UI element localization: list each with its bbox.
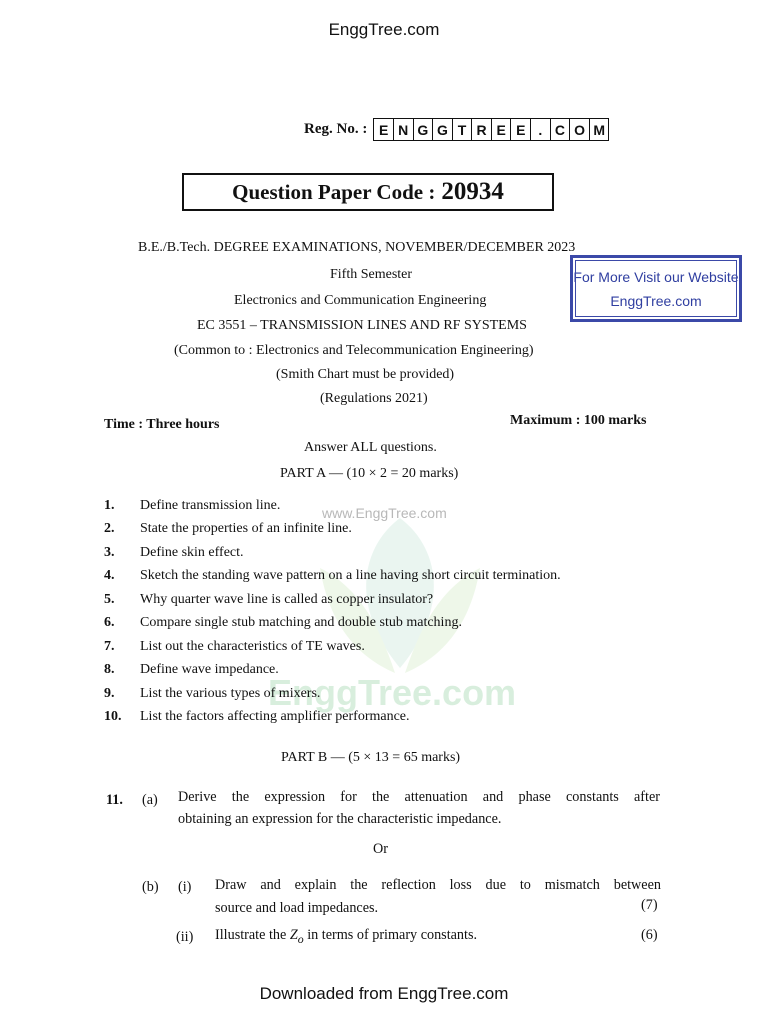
question-number: 2. <box>104 521 115 537</box>
question-number: 9. <box>104 685 115 701</box>
list-item <box>104 682 664 706</box>
q11-or: Or <box>373 841 388 857</box>
question-text: List the various types of mixers. <box>140 685 321 701</box>
exam-common-to: (Common to : Electronics and Telecommunication Engineering) <box>174 343 534 358</box>
promo-inner-border <box>575 260 737 317</box>
watermark-big-text: EnggTree.com <box>268 672 517 713</box>
question-paper-code: 20934 <box>441 178 504 205</box>
website-promo-box[interactable] <box>570 255 742 322</box>
q11-b-i-label: (i) <box>178 879 192 895</box>
reg-box: . <box>530 119 550 140</box>
question-text: Compare single stub matching and double stub matching. <box>140 615 462 631</box>
promo-line-1: For More Visit our Website <box>573 268 739 285</box>
q11-b-i-line-2: source and load impedances. <box>215 900 379 916</box>
question-number: 10. <box>104 709 122 725</box>
reg-box: G <box>413 119 433 140</box>
reg-box: E <box>378 121 389 138</box>
q11-b-ii-text-post: in terms of primary constants. <box>303 927 478 943</box>
site-header: EnggTree.com <box>328 20 440 39</box>
exam-semester: Fifth Semester <box>330 267 413 282</box>
q11-b-ii-label: (ii) <box>176 929 194 945</box>
question-text: List the factors affecting amplifier performance. <box>140 709 410 725</box>
exam-department: Electronics and Communication Engineering <box>234 293 487 308</box>
list-item <box>104 541 664 565</box>
question-text: Define skin effect. <box>140 544 244 560</box>
reg-number-boxes <box>373 118 609 141</box>
list-item <box>104 659 664 683</box>
question-number: 4. <box>104 568 115 584</box>
q11-b-label: (b) <box>142 879 159 895</box>
list-item <box>104 706 664 730</box>
question-paper-code-box <box>182 173 554 211</box>
part-a-question-list <box>104 494 664 729</box>
question-number: 7. <box>104 638 115 654</box>
reg-box: E <box>510 119 530 140</box>
q11-b-i-line-1: Draw and explain the reflection loss due to mismatch between <box>215 877 661 893</box>
question-text: State the properties of an infinite line. <box>140 521 352 537</box>
q11-a-line-1: Derive the expression for the attenuation and phase constants after <box>178 789 660 805</box>
reg-box: E <box>491 119 511 140</box>
reg-box: T <box>452 119 472 140</box>
q11-b-ii-subscript: o <box>297 931 304 946</box>
reg-box: N <box>393 119 413 140</box>
reg-box: M <box>589 119 609 140</box>
q11-number: 11. <box>106 792 123 808</box>
q11-b-ii-symbol: Z <box>289 927 298 943</box>
reg-box: O <box>569 119 589 140</box>
reg-box: R <box>471 119 491 140</box>
q11-b-ii-text <box>215 924 477 950</box>
exam-time: Time : Three hours <box>104 417 220 432</box>
exam-instruction: Answer ALL questions. <box>304 440 437 455</box>
question-number: 1. <box>104 497 115 513</box>
exam-course: EC 3551 – TRANSMISSION LINES AND RF SYSTEMS <box>197 318 527 333</box>
list-item <box>104 588 664 612</box>
question-text: Why quarter wave line is called as copper insulator? <box>140 591 434 607</box>
question-paper-code-label: Question Paper Code : <box>232 179 436 204</box>
list-item <box>104 518 664 542</box>
question-number: 5. <box>104 591 115 607</box>
question-number: 3. <box>104 544 115 560</box>
exam-max-marks: Maximum : 100 marks <box>510 413 647 428</box>
reg-box: C <box>550 119 570 140</box>
exam-note: (Smith Chart must be provided) <box>276 367 455 382</box>
q11-b-ii-text-pre: Illustrate the <box>215 927 290 943</box>
q11-b-ii-marks: (6) <box>641 927 658 943</box>
q11-a-label: (a) <box>142 792 158 808</box>
reg-number-label: Reg. No. : <box>304 121 368 137</box>
watermark-url: www.EnggTree.com <box>322 505 447 521</box>
question-text: Define wave impedance. <box>140 662 279 678</box>
list-item <box>104 635 664 659</box>
question-number: 6. <box>104 615 115 631</box>
promo-website-link[interactable]: EnggTree.com <box>610 292 702 309</box>
question-text: Sketch the standing wave pattern on a line having short circuit termination. <box>140 568 561 584</box>
list-item <box>104 494 664 518</box>
part-b-heading: PART B — (5 × 13 = 65 marks) <box>281 750 461 765</box>
site-footer: Downloaded from EnggTree.com <box>259 984 509 1003</box>
q11-a-line-2: obtaining an expression for the characteristic impedance. <box>178 811 502 827</box>
question-number: 8. <box>104 662 115 678</box>
exam-regulations: (Regulations 2021) <box>320 391 428 406</box>
exam-title: B.E./B.Tech. DEGREE EXAMINATIONS, NOVEMBER/DECEMBER 2023 <box>138 240 576 255</box>
reg-number-row <box>304 118 609 141</box>
list-item <box>104 612 664 636</box>
list-item <box>104 565 664 589</box>
q11-b-i-marks: (7) <box>641 897 658 913</box>
question-text: Define transmission line. <box>140 497 281 513</box>
part-a-heading: PART A — (10 × 2 = 20 marks) <box>280 466 459 481</box>
question-text: List out the characteristics of TE waves. <box>140 638 365 654</box>
reg-box: G <box>432 119 452 140</box>
